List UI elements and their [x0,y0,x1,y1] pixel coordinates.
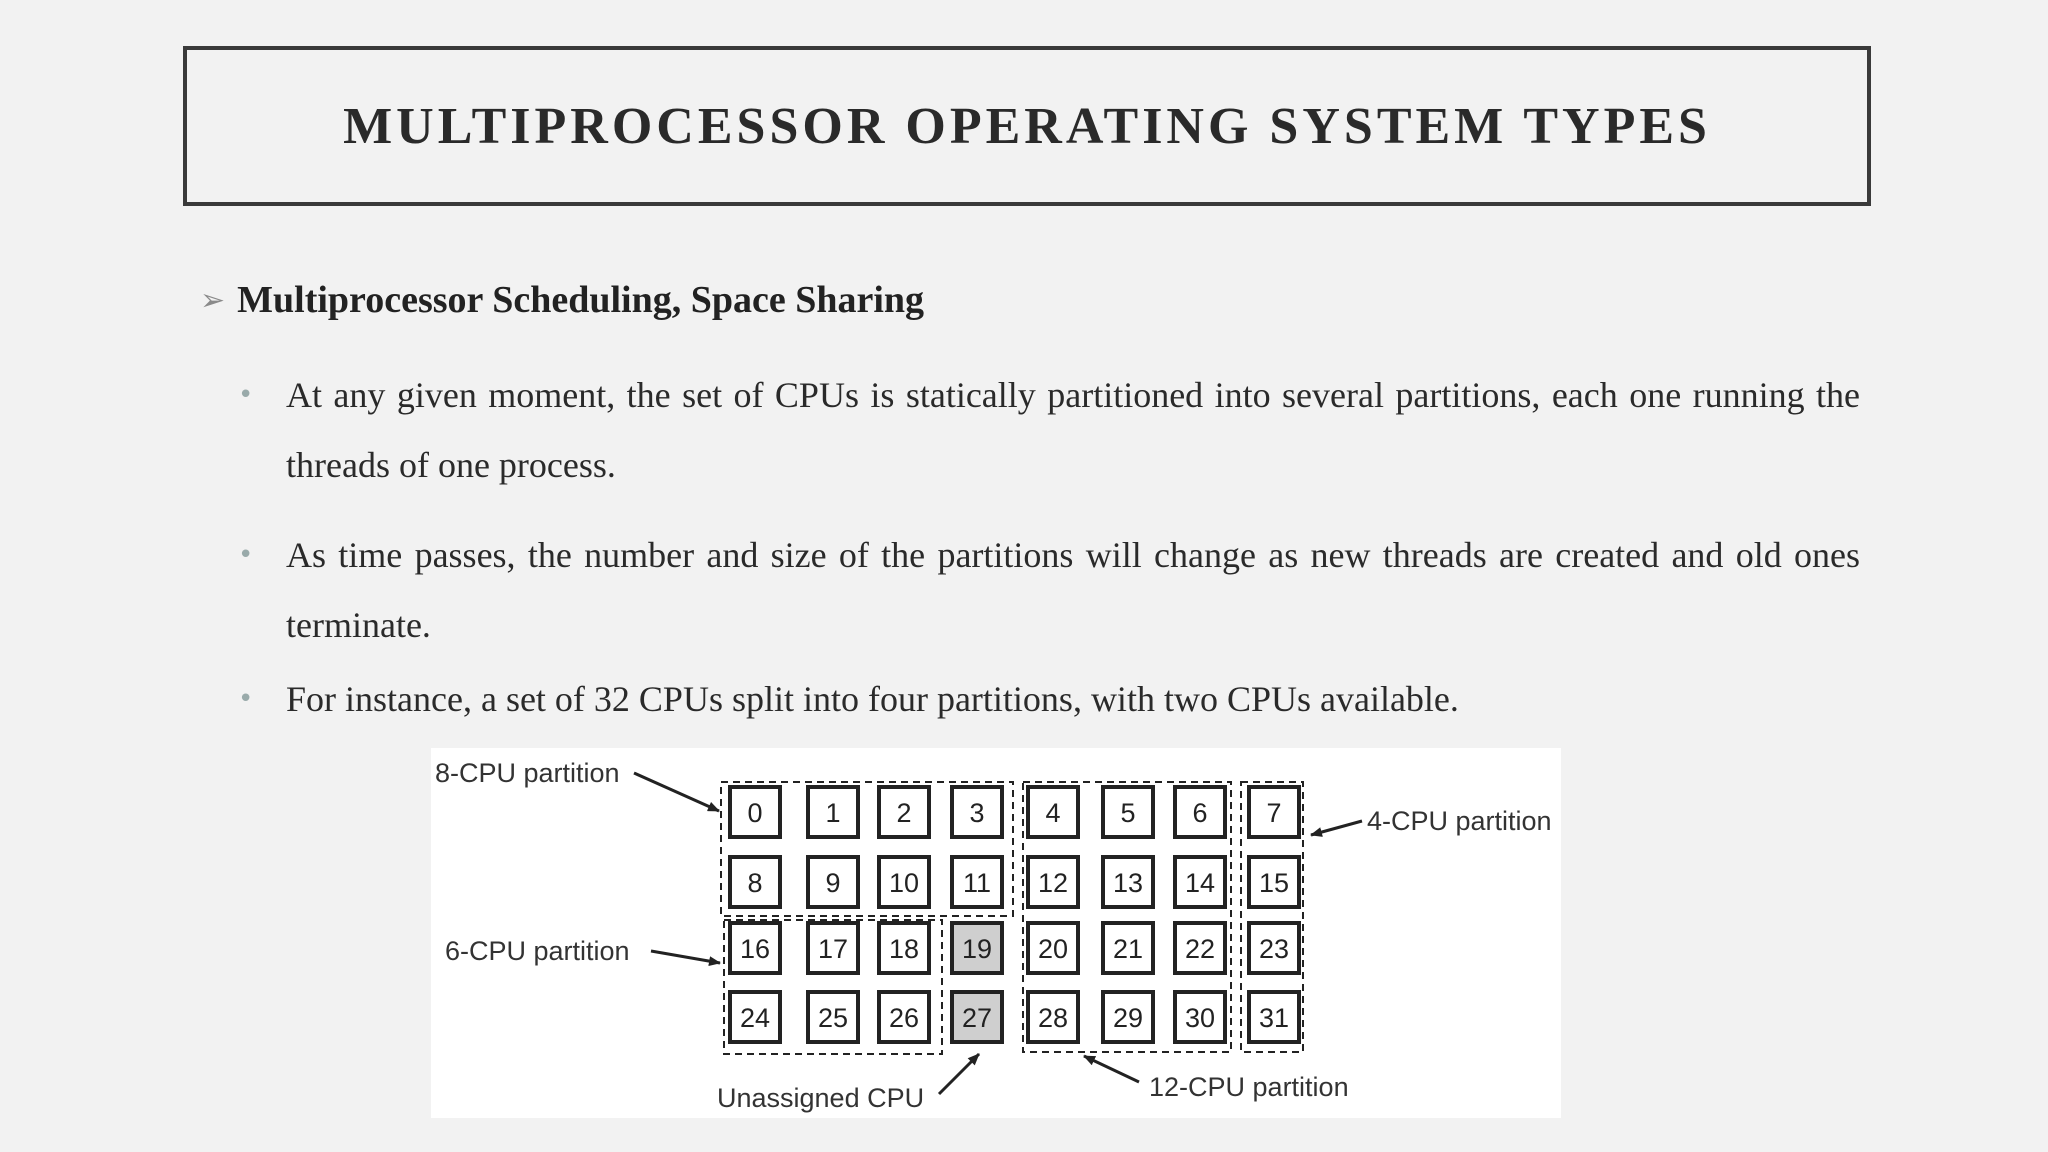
arrow-12-cpu [1084,1056,1139,1082]
cpu-number: 29 [1112,1003,1144,1033]
cpu-number: 16 [739,934,771,964]
label-12-cpu-partition: 12-CPU partition [1149,1072,1349,1102]
label-8-cpu-partition: 8-CPU partition [435,758,620,788]
cpu-number: 27 [961,1003,993,1033]
arrow-unassigned [939,1054,979,1094]
cpu-number: 10 [888,868,920,898]
cpu-number: 28 [1037,1003,1069,1033]
cpu-number: 9 [825,868,841,898]
cpu-number: 13 [1112,868,1144,898]
section-heading [200,278,924,322]
bullet-item [238,520,1860,660]
cpu-number: 15 [1258,868,1290,898]
bullet-item [238,360,1860,500]
cpu-number: 31 [1258,1003,1290,1033]
cpu-number: 19 [961,934,993,964]
label-4-cpu-partition: 4-CPU partition [1367,806,1552,836]
cpu-number: 20 [1037,934,1069,964]
slide-title: MULTIPROCESSOR OPERATING SYSTEM TYPES [343,97,1711,155]
cpu-number: 30 [1184,1003,1216,1033]
heading-text: Multiprocessor Scheduling, Space Sharing [237,279,925,321]
cpu-number: 3 [969,798,985,828]
cpu-partition-diagram [431,748,1561,1118]
cpu-number: 12 [1037,868,1069,898]
arrow-6-cpu [651,951,720,963]
cpu-number: 17 [817,934,849,964]
bullet-text: At any given moment, the set of CPUs is statically partitioned into several partitions, each one running the threads of one process. [286,375,1860,485]
cpu-number: 21 [1112,934,1144,964]
label-6-cpu-partition: 6-CPU partition [445,936,630,966]
cpu-number: 26 [888,1003,920,1033]
cpu-number: 11 [962,868,992,898]
cpu-number: 8 [747,868,763,898]
bullet-text: For instance, a set of 32 CPUs split into four partitions, with two CPUs available. [286,679,1459,719]
cpu-number: 7 [1266,798,1282,828]
cpu-number: 0 [747,798,763,828]
arrow-bullet-icon: ➢ [200,282,226,318]
bullet-item [238,664,1860,734]
cpu-number: 18 [888,934,920,964]
bullet-dot-icon: • [238,684,254,714]
cpu-number: 23 [1258,934,1290,964]
bullet-dot-icon: • [238,380,254,410]
cpu-number: 1 [825,798,841,828]
cpu-number: 4 [1045,798,1061,828]
arrow-8-cpu [634,773,719,811]
title-box [183,46,1871,206]
label-unassigned-cpu: Unassigned CPU [717,1083,925,1113]
cpu-number: 22 [1184,934,1216,964]
diagram-canvas [431,748,1561,1118]
arrow-4-cpu [1311,821,1362,835]
bullet-dot-icon: • [238,540,254,570]
cpu-number: 2 [896,798,912,828]
cpu-number: 6 [1192,798,1208,828]
bullet-text: As time passes, the number and size of the partitions will change as new threads are created and old ones terminate. [286,535,1860,645]
cpu-number: 25 [817,1003,849,1033]
cpu-number: 14 [1184,868,1216,898]
cpu-number: 5 [1120,798,1136,828]
cpu-number: 24 [739,1003,771,1033]
cpu-grid [730,787,1299,1042]
